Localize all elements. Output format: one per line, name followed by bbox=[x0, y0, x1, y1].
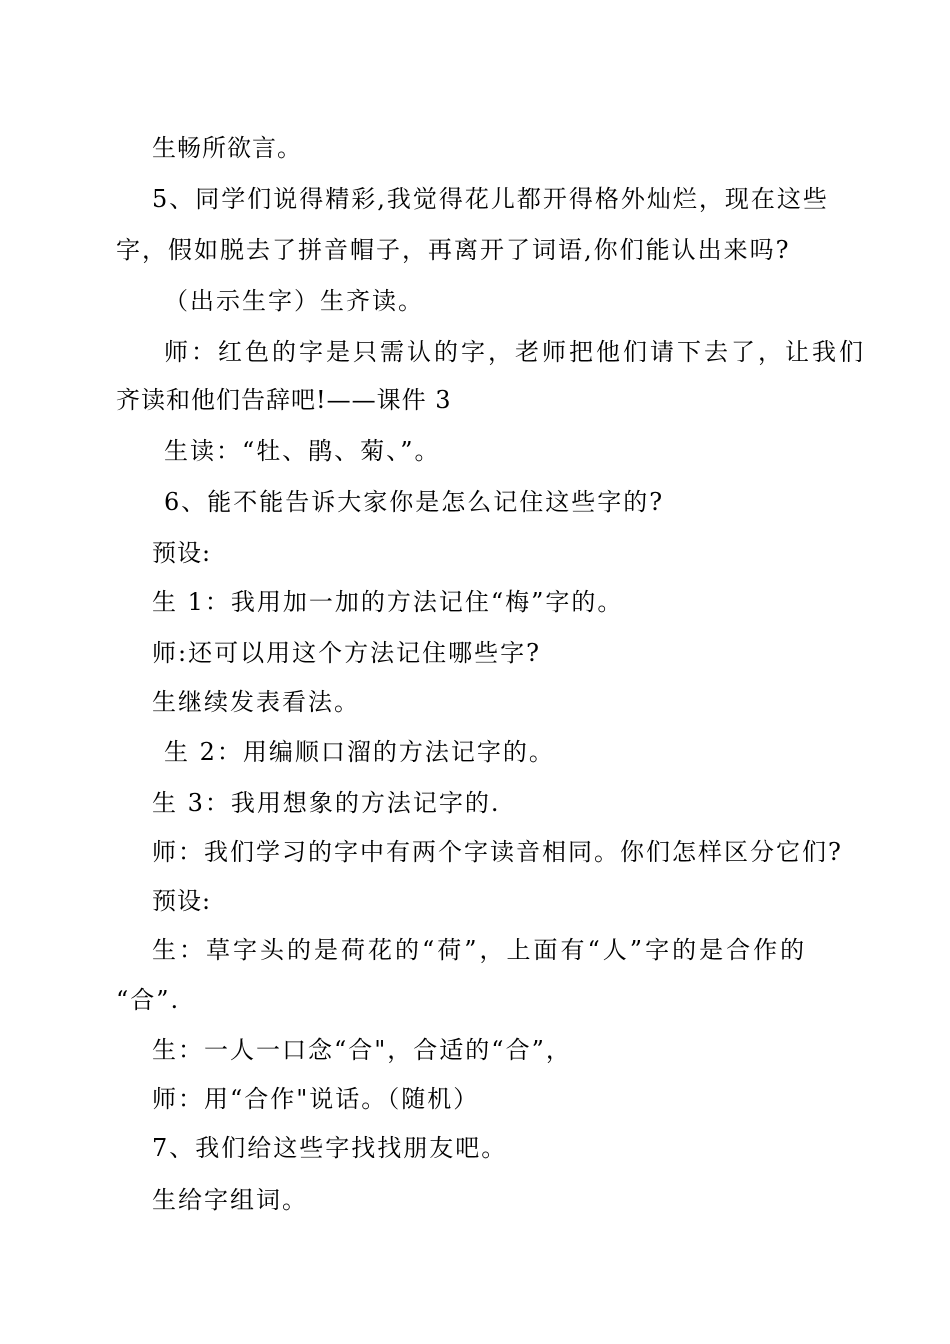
text-line: 师:还可以用这个方法记住哪些字? bbox=[152, 639, 541, 667]
text-line: 字，假如脱去了拼音帽子，再离开了词语,你们能认出来吗? bbox=[116, 236, 791, 264]
text-line: 生 1：我用加一加的方法记住“梅”字的。 bbox=[152, 588, 624, 616]
text-line: 齐读和他们告辞吧!——课件 3 bbox=[116, 386, 452, 414]
text-line: 预设: bbox=[152, 539, 212, 567]
text-line: 生：草字头的是荷花的“荷”，上面有“人”字的是合作的 bbox=[152, 936, 808, 964]
text-line: 师：我们学习的字中有两个字读音相同。你们怎样区分它们? bbox=[152, 838, 843, 866]
text-line: 生：一人一口念“合"，合适的“合”， bbox=[152, 1036, 572, 1064]
text-line: “合”. bbox=[116, 986, 181, 1014]
text-line: 生 3：我用想象的方法记字的. bbox=[152, 789, 501, 817]
text-line: 5、同学们说得精彩,我觉得花儿都开得格外灿烂，现在这些 bbox=[152, 185, 829, 213]
text-line: 7、我们给这些字找找朋友吧。 bbox=[152, 1134, 508, 1162]
text-line: 生给字组词。 bbox=[152, 1186, 308, 1214]
text-line: 师：用“合作"说话。（随机） bbox=[152, 1085, 480, 1113]
text-line: 生畅所欲言。 bbox=[152, 134, 302, 162]
text-line: 生继续发表看法。 bbox=[152, 688, 360, 716]
text-line: 生读：“牡、鹃、菊、”。 bbox=[164, 437, 441, 465]
text-line: 生 2：用编顺口溜的方法记字的。 bbox=[164, 738, 555, 766]
text-line: （出示生字）生齐读。 bbox=[164, 287, 424, 315]
text-line: 6、能不能告诉大家你是怎么记住这些字的? bbox=[164, 488, 665, 516]
text-line: 师：红色的字是只需认的字，老师把他们请下去了，让我们 bbox=[164, 338, 866, 366]
text-line: 预设: bbox=[152, 887, 212, 915]
